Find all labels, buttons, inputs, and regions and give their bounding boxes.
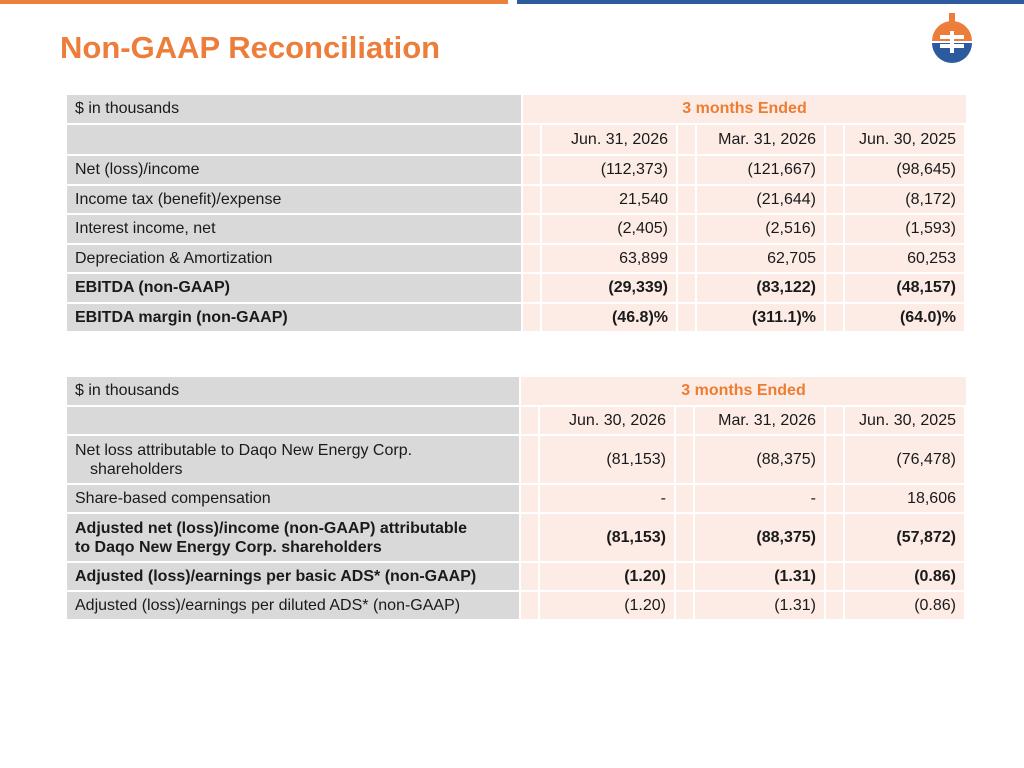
table-row [67, 485, 966, 514]
cell-value: (1,593) [845, 215, 966, 245]
cell-value: (83,122) [697, 274, 826, 304]
column-header: Jun. 30, 2025 [845, 125, 966, 156]
row-label: Net (loss)/income [67, 156, 523, 186]
row-label: Interest income, net [67, 215, 523, 245]
cell-value: (112,373) [542, 156, 678, 186]
unit-label: $ in thousands [67, 377, 521, 407]
cell-value: (8,172) [845, 186, 966, 215]
column-header-row [67, 125, 966, 156]
cell-value: (1.31) [695, 592, 826, 621]
table-row [67, 274, 966, 304]
table-row [67, 156, 966, 186]
table-row [67, 514, 966, 563]
cell-value: 21,540 [542, 186, 678, 215]
cell-value: (1.31) [695, 563, 826, 592]
row-label [67, 514, 521, 563]
row-label: Share-based compensation [67, 485, 521, 514]
cell-value: (2,405) [542, 215, 678, 245]
table-header-row [67, 95, 966, 125]
cell-value: 18,606 [845, 485, 966, 514]
cell-value: (64.0)% [845, 304, 966, 333]
table-row [67, 245, 966, 274]
table-row [67, 186, 966, 215]
cell-value: 60,253 [845, 245, 966, 274]
table-row [67, 215, 966, 245]
cell-value: 63,899 [542, 245, 678, 274]
cell-value: (121,667) [697, 156, 826, 186]
cell-value: (21,644) [697, 186, 826, 215]
cell-value: (311.1)% [697, 304, 826, 333]
column-header: Jun. 30, 2025 [845, 407, 966, 436]
company-logo-icon [928, 13, 976, 65]
cell-value: (48,157) [845, 274, 966, 304]
column-header: Jun. 30, 2026 [540, 407, 676, 436]
table-row [67, 563, 966, 592]
table-row [67, 304, 966, 333]
cell-value: (88,375) [695, 436, 826, 485]
row-label-line: Adjusted net (loss)/income (non-GAAP) attributable [75, 519, 468, 537]
ebitda-reconciliation-table [67, 95, 966, 333]
row-label: EBITDA (non-GAAP) [67, 274, 523, 304]
cell-value: (46.8)% [542, 304, 678, 333]
column-header: Jun. 31, 2026 [542, 125, 678, 156]
top-accent-bar-blue [517, 0, 1024, 4]
period-header: 3 months Ended [521, 377, 966, 407]
cell-value: (88,375) [695, 514, 826, 563]
row-label-line: Net loss attributable to Daqo New Energy Corp. [75, 441, 413, 459]
top-accent-bar-orange [0, 0, 508, 4]
table-row [67, 436, 966, 485]
row-label: Income tax (benefit)/expense [67, 186, 523, 215]
cell-value: (57,872) [845, 514, 966, 563]
cell-value: (0.86) [845, 592, 966, 621]
cell-value: (76,478) [845, 436, 966, 485]
row-label: Depreciation & Amortization [67, 245, 523, 274]
unit-label: $ in thousands [67, 95, 523, 125]
cell-value: 62,705 [697, 245, 826, 274]
row-label: Adjusted (loss)/earnings per diluted ADS* (non-GAAP) [67, 592, 521, 621]
table-row [67, 592, 966, 621]
period-header: 3 months Ended [523, 95, 966, 125]
row-label: Adjusted (loss)/earnings per basic ADS* (non-GAAP) [67, 563, 521, 592]
table-header-row [67, 377, 966, 407]
page-title: Non-GAAP Reconciliation [60, 30, 441, 65]
cell-value: (29,339) [542, 274, 678, 304]
column-header-row [67, 407, 966, 436]
adjusted-net-income-table [67, 377, 966, 621]
cell-value: (1.20) [540, 592, 676, 621]
cell-value: (2,516) [697, 215, 826, 245]
cell-value: - [540, 485, 676, 514]
column-header: Mar. 31, 2026 [697, 125, 826, 156]
row-label-line: shareholders [90, 460, 183, 478]
row-label [67, 436, 521, 485]
cell-value: (81,153) [540, 514, 676, 563]
cell-value: (0.86) [845, 563, 966, 592]
cell-value: (81,153) [540, 436, 676, 485]
row-label-line: to Daqo New Energy Corp. shareholders [75, 538, 382, 556]
cell-value: - [695, 485, 826, 514]
row-label: EBITDA margin (non-GAAP) [67, 304, 523, 333]
cell-value: (1.20) [540, 563, 676, 592]
column-header: Mar. 31, 2026 [695, 407, 826, 436]
cell-value: (98,645) [845, 156, 966, 186]
